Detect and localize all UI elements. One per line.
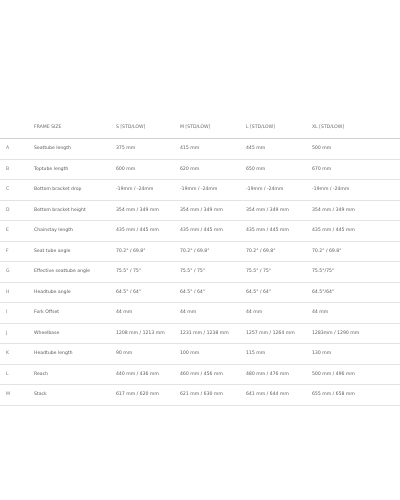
cell-size-m: 621 mm / 630 mm — [180, 392, 223, 397]
row-label: Fork Offset — [34, 310, 60, 315]
cell-size-xl: 75.5°/75° — [312, 269, 335, 274]
cell-size-s: -19mm / -24mm — [116, 187, 154, 192]
header-size-m: M [STD/LOW] — [180, 125, 211, 130]
cell-size-s: 600 mm — [116, 166, 136, 172]
row-label: Seattube length — [34, 146, 71, 151]
row-label: Bottom bracket height — [34, 207, 86, 213]
cell-size-s: 70.2° / 69.8° — [116, 248, 146, 254]
row-key: F — [6, 248, 9, 254]
cell-size-xl: 130 mm — [312, 351, 332, 356]
cell-size-m: 1231 mm / 1238 mm — [180, 330, 229, 336]
header-frame-size: FRAME SIZE — [34, 125, 62, 130]
row-key: M — [6, 392, 10, 397]
row-label: Chainstay length — [34, 228, 73, 233]
table-row — [0, 283, 400, 304]
row-label: Effective seattube angle — [34, 269, 90, 274]
row-key: A — [6, 146, 10, 151]
cell-size-l: 1257 mm / 1264 mm — [246, 330, 295, 336]
cell-size-m: -19mm / -24mm — [180, 187, 218, 192]
cell-size-xl: 70.2° / 69.8° — [312, 248, 342, 254]
cell-size-xl: 44 mm — [312, 310, 329, 315]
row-key: C — [6, 187, 10, 192]
cell-size-xl: 500 mm / 496 mm — [312, 371, 355, 377]
table-row — [0, 242, 400, 263]
table-body — [0, 139, 400, 406]
cell-size-xl: 655 mm / 658 mm — [312, 392, 355, 397]
cell-size-l: 435 mm / 445 mm — [246, 228, 289, 233]
cell-size-m: 460 mm / 456 mm — [180, 371, 223, 377]
cell-size-l: 75.5° / 75° — [246, 269, 272, 274]
row-key: E — [6, 228, 9, 233]
row-key: H — [6, 289, 10, 295]
row-label: Reach — [34, 371, 49, 377]
cell-size-xl: 1283mm / 1290 mm — [312, 330, 360, 336]
row-key: G — [6, 269, 10, 274]
cell-size-s: 44 mm — [116, 310, 133, 315]
header-size-s: S [STD/LOW] — [116, 125, 146, 130]
row-key: L — [6, 371, 9, 377]
cell-size-l: 115 mm — [246, 351, 266, 356]
cell-size-xl: -19mm / -24mm — [312, 187, 350, 192]
cell-size-m: 100 mm — [180, 351, 200, 356]
cell-size-xl: 64.5°/64° — [312, 289, 335, 295]
cell-size-s: 617 mm / 620 mm — [116, 392, 159, 397]
cell-size-xl: 670 mm — [312, 166, 332, 172]
cell-size-l: 641 mm / 644 mm — [246, 392, 289, 397]
row-key: I — [6, 310, 8, 315]
cell-size-l: 354 mm / 349 mm — [246, 207, 289, 213]
row-label: Seat tube angle — [34, 248, 71, 254]
cell-size-s: 75.5° / 75° — [116, 269, 142, 274]
table-row — [0, 160, 400, 181]
table-row — [0, 201, 400, 222]
row-label: Wheelbase — [34, 330, 60, 336]
cell-size-l: 650 mm — [246, 166, 266, 172]
row-label: Bottom bracket drop — [34, 187, 82, 192]
cell-size-s: 440 mm / 436 mm — [116, 371, 159, 377]
cell-size-s: 1208 mm / 1213 mm — [116, 330, 165, 336]
table-header-row — [0, 118, 400, 139]
cell-size-s: 435 mm / 445 mm — [116, 228, 159, 233]
cell-size-m: 354 mm / 349 mm — [180, 207, 223, 213]
header-size-xl: XL [STD/LOW] — [312, 125, 345, 130]
table-row — [0, 385, 400, 406]
cell-size-s: 64.5° / 64° — [116, 289, 142, 295]
cell-size-m: 64.5° / 64° — [180, 289, 206, 295]
cell-size-m: 435 mm / 445 mm — [180, 228, 223, 233]
row-label: Headtube angle — [34, 289, 71, 295]
cell-size-s: 375 mm — [116, 146, 136, 151]
cell-size-xl: 354 mm / 349 mm — [312, 207, 355, 213]
row-key: J — [6, 330, 8, 336]
row-label: Toptube length — [34, 166, 69, 172]
row-key: K — [6, 351, 10, 356]
cell-size-l: -19mm / -24mm — [246, 187, 284, 192]
table-row — [0, 303, 400, 324]
table-row — [0, 344, 400, 365]
table-row — [0, 365, 400, 386]
geometry-table — [0, 118, 400, 406]
cell-size-l: 44 mm — [246, 310, 263, 315]
cell-size-m: 70.2° / 69.8° — [180, 248, 210, 254]
cell-size-m: 415 mm — [180, 146, 200, 151]
cell-size-m: 44 mm — [180, 310, 197, 315]
cell-size-s: 354 mm / 349 mm — [116, 207, 159, 213]
cell-size-l: 70.2° / 69.8° — [246, 248, 276, 254]
cell-size-m: 620 mm — [180, 166, 200, 172]
header-size-l: L [STD/LOW] — [246, 125, 275, 130]
table-row — [0, 221, 400, 242]
row-label: Headtube length — [34, 351, 73, 356]
table-row — [0, 324, 400, 345]
cell-size-m: 75.5° / 75° — [180, 269, 206, 274]
cell-size-l: 64.5° / 64° — [246, 289, 272, 295]
cell-size-s: 90 mm — [116, 351, 133, 356]
cell-size-l: 480 mm / 476 mm — [246, 371, 289, 377]
cell-size-xl: 435 mm / 445 mm — [312, 228, 355, 233]
cell-size-xl: 500 mm — [312, 146, 332, 151]
row-label: Stack — [34, 392, 47, 397]
row-key: D — [6, 207, 10, 213]
table-row — [0, 180, 400, 201]
table-row — [0, 139, 400, 160]
cell-size-l: 445 mm — [246, 146, 266, 151]
table-row — [0, 262, 400, 283]
row-key: B — [6, 166, 10, 172]
